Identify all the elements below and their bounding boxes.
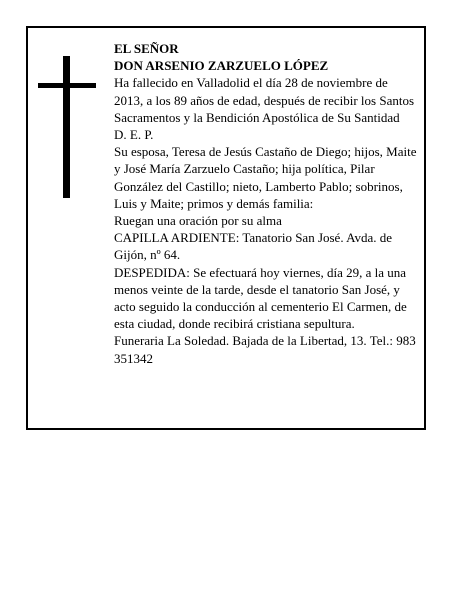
cross-horizontal-bar (38, 83, 96, 88)
death-announcement: Ha fallecido en Valladolid el día 28 de noviembre de 2013, a los 89 años de edad, después de recibir los Santos Sacramentos y la Bendición Apostólica de Su Santidad (114, 75, 415, 125)
notice-body (114, 40, 420, 367)
family-list: Su esposa, Teresa de Jesús Castaño de Diego; hijos, Maite y José María Zarzuelo Castaño; hija política, Pilar González del Castillo; nieto, Lamberto Pablo; sobrinos, Luis y Maite; primos y demás familia: (114, 144, 417, 211)
chapel-info: CAPILLA ARDIENTE: Tanatorio San José. Avda. de Gijón, nº 64. (114, 230, 393, 263)
farewell-info: DESPEDIDA: Se efectuará hoy viernes, día 29, a la una menos veinte de la tarde, desde el tanatorio San José, y acto seguido la conducción al cementerio El Carmen, de esta ciudad, donde recibirá cristiana sepultura. (114, 264, 407, 332)
rest-in-peace: D. E. P. (114, 127, 154, 143)
cross-icon (38, 56, 96, 198)
notice-title-line1: EL SEÑOR (114, 41, 179, 56)
cross-vertical-bar (63, 56, 70, 198)
prayer-request: Ruegan una oración por su alma (114, 213, 282, 229)
funeral-home-info: Funeraria La Soledad. Bajada de la Libertad, 13. Tel.: 983 351342 (114, 333, 416, 366)
deceased-name: DON ARSENIO ZARZUELO LÓPEZ (114, 58, 329, 74)
